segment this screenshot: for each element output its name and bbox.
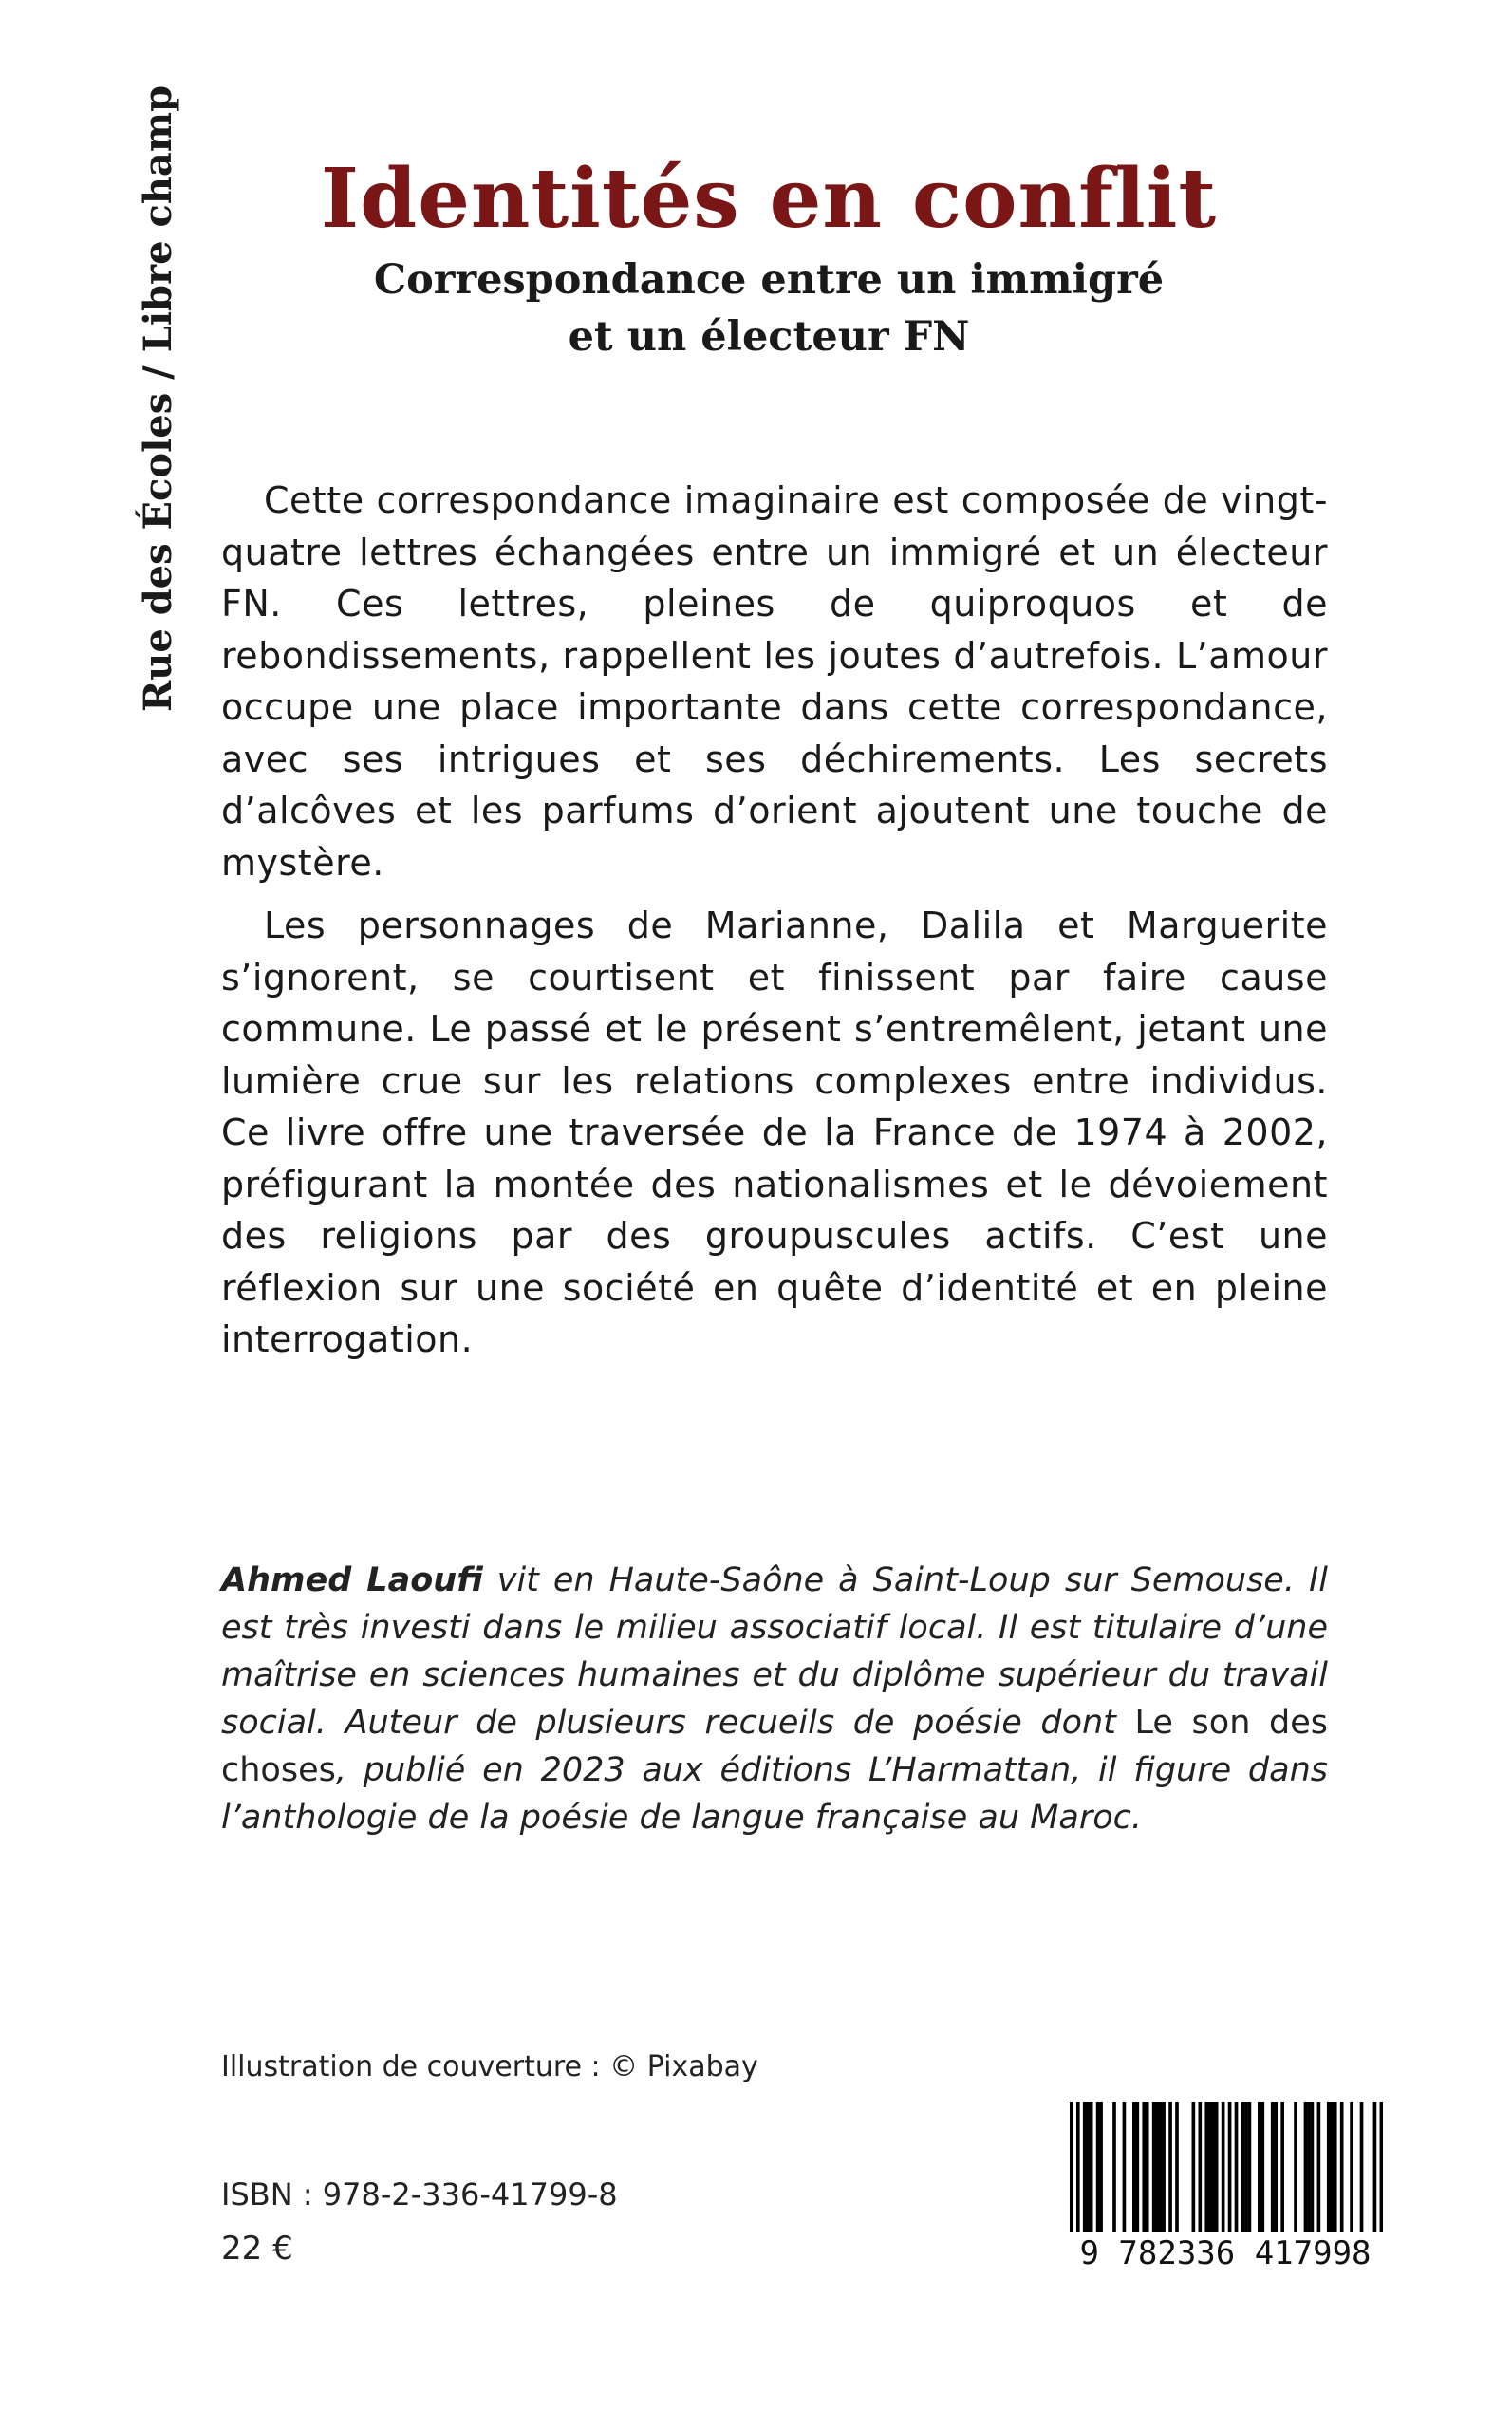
- cover-illustration-credit: Illustration de couverture : © Pixabay: [221, 2050, 758, 2083]
- subtitle-line-2: et un électeur FN: [568, 313, 970, 361]
- spine-collection-label: Rue des Écoles / Libre champ: [136, 84, 180, 712]
- bio-book-title: Le son des choses: [221, 1704, 1328, 1789]
- bio-text-part-2: , publié en 2023 aux éditions L’Harmattan, il figure dans l’anthologie de la poésie de langue française au Maroc.: [221, 1751, 1328, 1837]
- back-cover-summary: [221, 475, 1328, 1366]
- isbn-number: ISBN : 978-2-336-41799-8: [221, 2176, 618, 2213]
- author-biography: [221, 1557, 1328, 1841]
- author-name: Ahmed Laoufi: [221, 1561, 483, 1599]
- summary-paragraph-1: Cette correspondance imaginaire est composée de vingt-quatre lettres échangées entre un immigré et un électeur FN. Ces lettres, pleines de quiproquos et de rebondissements, rappellent les joutes d’autrefois. L’amour occupe une place importante dans cette correspondance, avec ses intrigues et ses déchirements. Les secrets d’alcôves et les parfums d’orient ajoutent une touche de mystère.: [221, 479, 1328, 884]
- summary-paragraph-2: Les personnages de Marianne, Dalila et Marguerite s’ignorent, se courtisent et finissent par faire cause commune. Le passé et le présent s’entremêlent, jetant une lumière crue sur les relations complexes entre individus. Ce livre offre une traversée de la France de 1974 à 2002, préfigurant la montée des nationalismes et le dévoiement des religions par des groupuscules actifs. C’est une réflexion sur une société en quête d’identité et en pleine interrogation.: [221, 905, 1328, 1360]
- price: 22 €: [221, 2230, 293, 2268]
- bio-text-part-1: vit en Haute-Saône à Saint-Loup sur Semouse. Il est très investi dans le milieu associatif local. Il est titulaire d’une maîtrise en sciences humaines et du diplôme supérieur du travail social. Auteur de plusieurs recueils de poésie dont: [221, 1561, 1328, 1742]
- barcode-digits: 9 782336 417998: [1061, 2232, 1390, 2274]
- book-title: Identités en conflit: [320, 151, 1218, 247]
- book-subtitle: [218, 252, 1319, 365]
- subtitle-line-1: Correspondance entre un immigré: [373, 256, 1165, 304]
